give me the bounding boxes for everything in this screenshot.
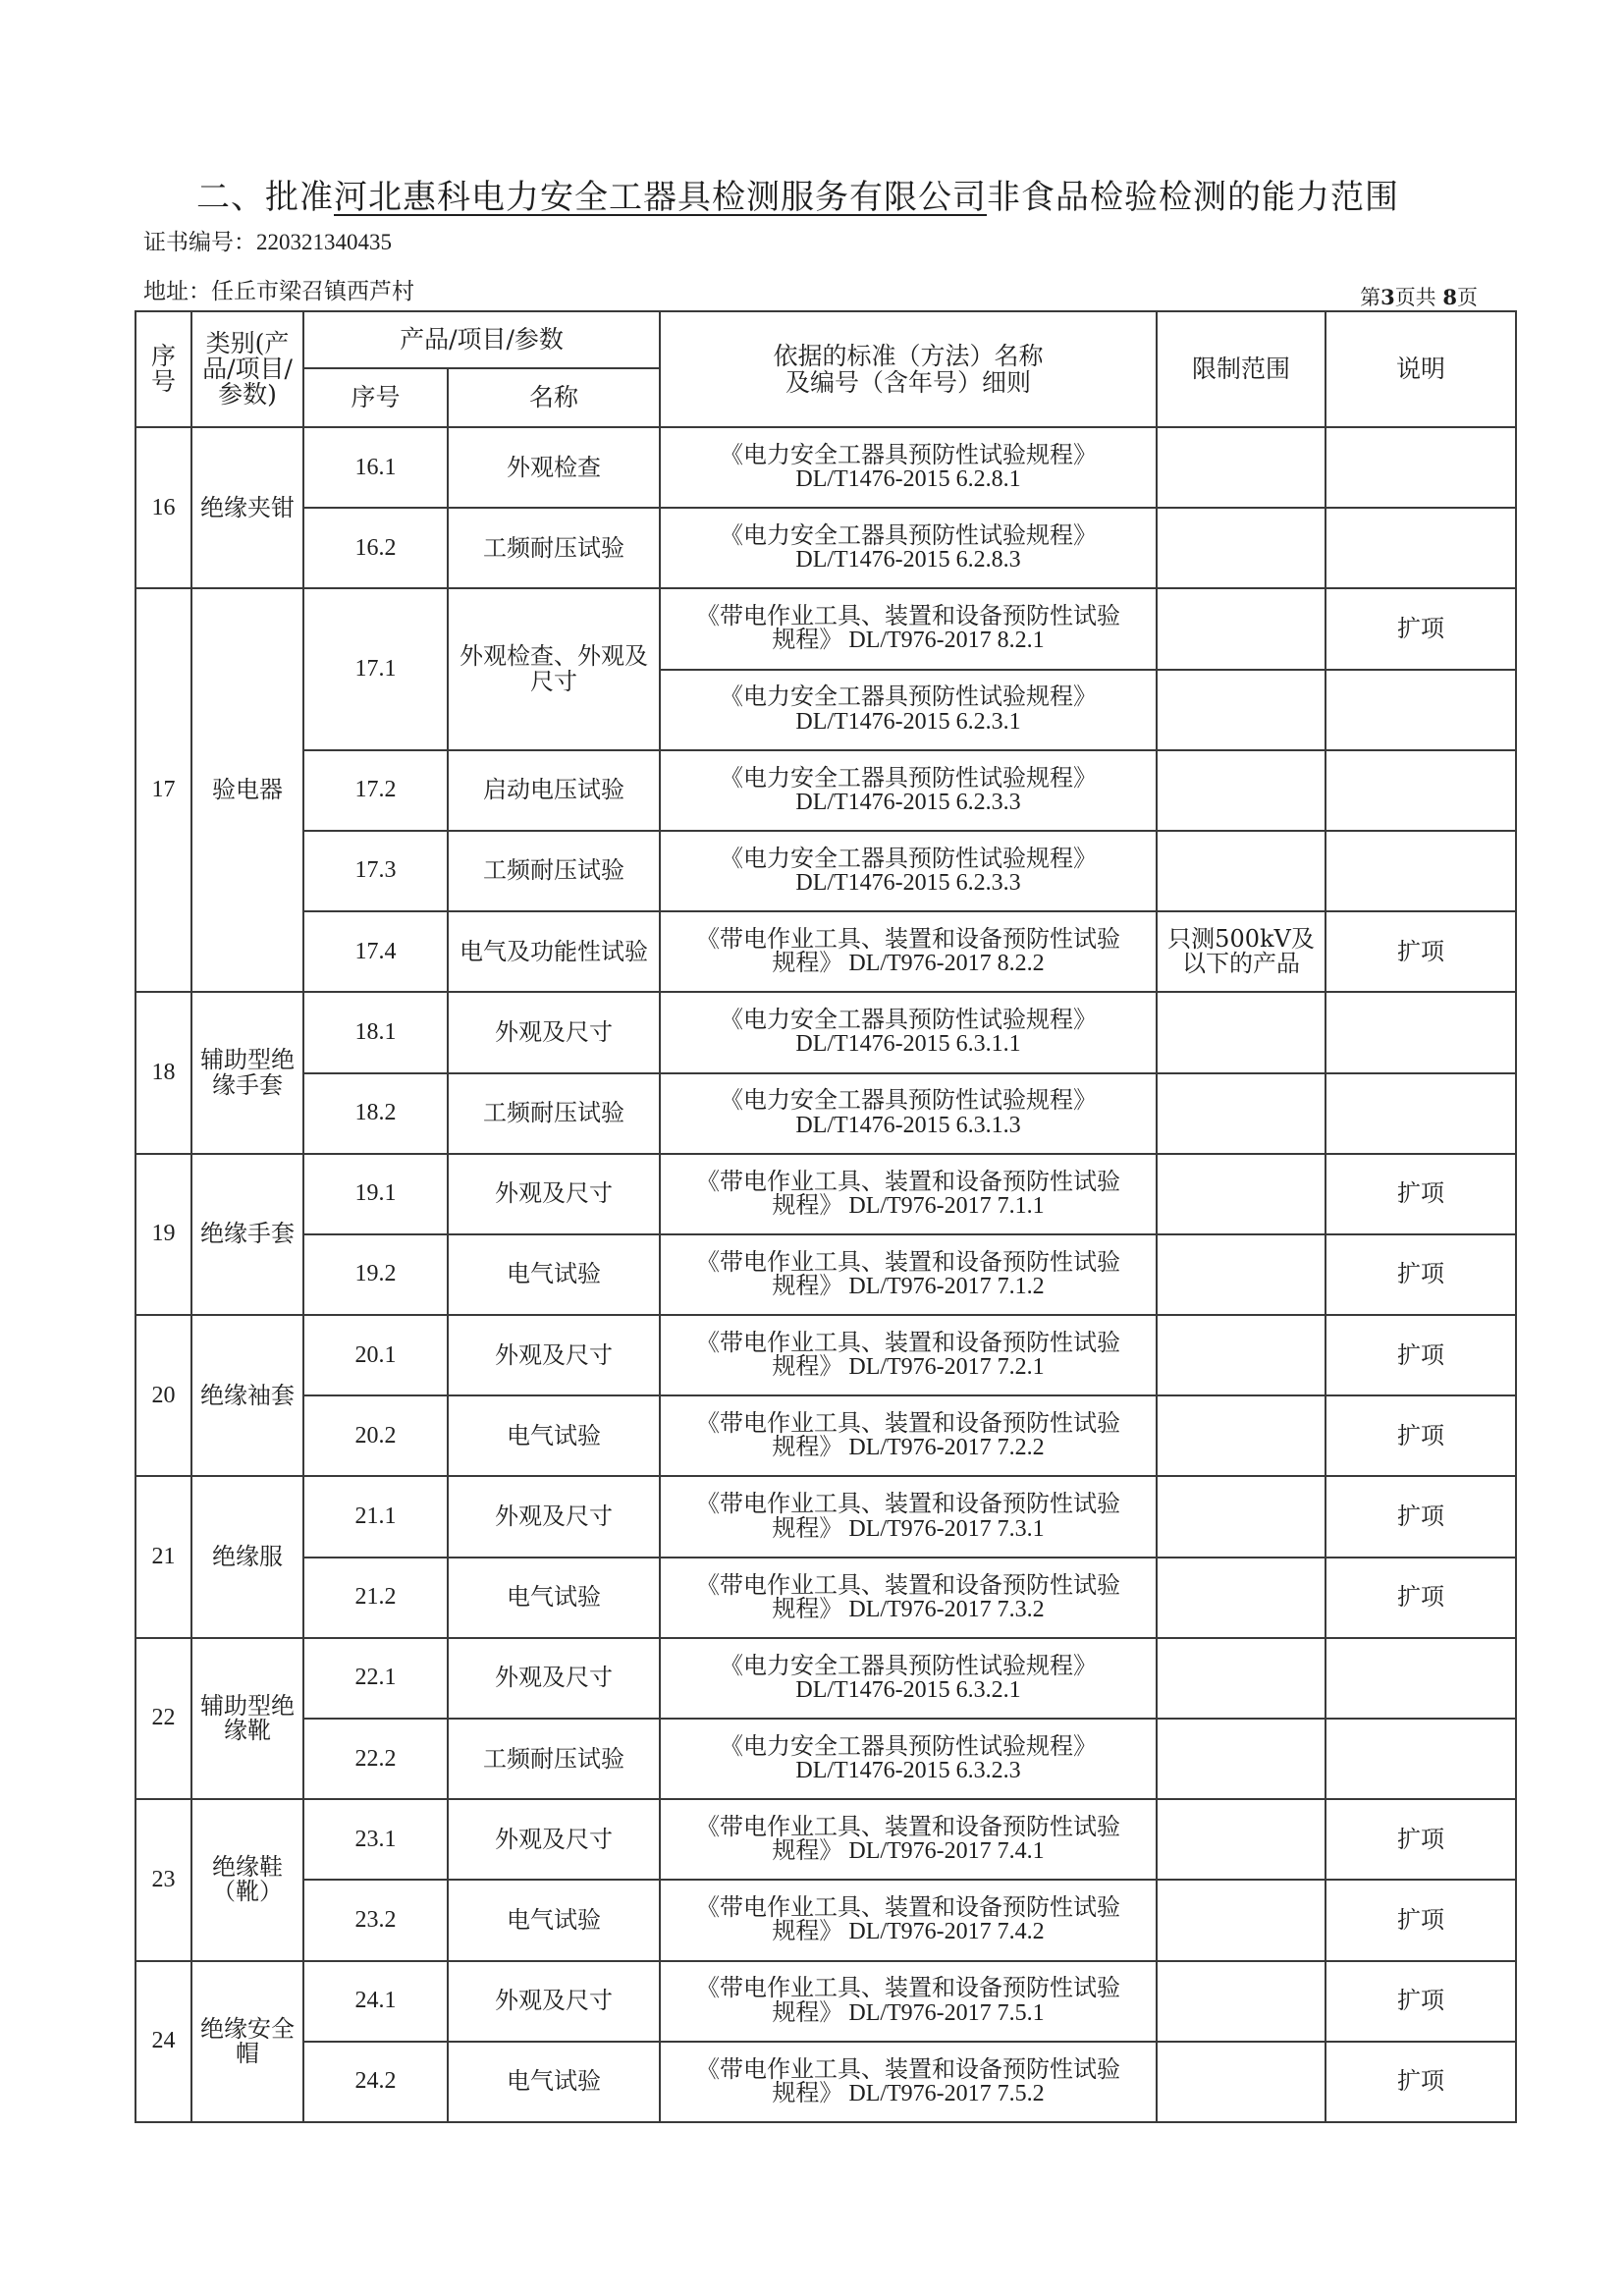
item-number: 23.2 — [303, 1880, 448, 1960]
standard-title: 《带电作业工具、装置和设备预防性试验 — [696, 1328, 1121, 1356]
scope-table-body — [135, 427, 1516, 2122]
standard-code: 规程》 DL/T976-2017 7.3.1 — [772, 1515, 1045, 1542]
item-number: 16.2 — [303, 508, 448, 588]
item-number: 18.2 — [303, 1073, 448, 1154]
standard-title: 《带电作业工具、装置和设备预防性试验 — [696, 2054, 1121, 2083]
limit-range — [1157, 1395, 1325, 1476]
limit-range — [1157, 1880, 1325, 1960]
table-row — [135, 750, 1516, 831]
limit-range — [1157, 1234, 1325, 1315]
category-number: 16 — [135, 427, 191, 588]
limit-range — [1157, 1315, 1325, 1395]
category-number: 17 — [135, 588, 191, 992]
standard-reference — [660, 508, 1157, 588]
standard-title: 《带电作业工具、装置和设备预防性试验 — [696, 1409, 1121, 1438]
standard-reference — [660, 427, 1157, 508]
page-title — [196, 170, 1473, 218]
category-name: 验电器 — [191, 588, 303, 992]
table-row — [135, 1961, 1516, 2042]
table-row — [135, 2042, 1516, 2122]
limit-range — [1157, 1476, 1325, 1557]
standard-reference — [660, 1558, 1157, 1638]
standard-code: DL/T1476-2015 6.2.3.1 — [795, 708, 1021, 735]
limit-range — [1157, 1719, 1325, 1799]
note-cell: 扩项 — [1325, 588, 1516, 669]
standard-code: 规程》 DL/T976-2017 7.4.2 — [772, 1919, 1045, 1945]
col-seq: 序号 — [135, 311, 191, 427]
item-name: 启动电压试验 — [448, 750, 660, 831]
table-row — [135, 1073, 1516, 1154]
item-name: 外观及尺寸 — [448, 992, 660, 1072]
standard-title: 《带电作业工具、装置和设备预防性试验 — [696, 1570, 1121, 1599]
addr-label: 地址： — [143, 279, 211, 304]
col-limit: 限制范围 — [1157, 311, 1325, 427]
category-name: 辅助型绝缘手套 — [191, 992, 303, 1153]
standard-code: 规程》 DL/T976-2017 7.1.2 — [772, 1273, 1045, 1299]
item-number: 17.4 — [303, 911, 448, 992]
title-prefix: 二、批准 — [196, 178, 334, 217]
item-name: 外观检查 — [448, 427, 660, 508]
standard-reference — [660, 1154, 1157, 1234]
standard-reference — [660, 831, 1157, 911]
table-row — [135, 1719, 1516, 1799]
table-row — [135, 1476, 1516, 1557]
category-number: 24 — [135, 1961, 191, 2122]
company-name: 河北惠科电力安全工器具检测服务有限公司 — [334, 178, 987, 217]
category-number: 18 — [135, 992, 191, 1153]
item-name: 外观及尺寸 — [448, 1476, 660, 1557]
item-number: 19.1 — [303, 1154, 448, 1234]
limit-range — [1157, 831, 1325, 911]
table-row — [135, 1880, 1516, 1960]
standard-reference — [660, 1880, 1157, 1960]
note-cell: 扩项 — [1325, 1558, 1516, 1638]
note-cell — [1325, 670, 1516, 750]
standard-title: 《带电作业工具、装置和设备预防性试验 — [696, 925, 1121, 954]
standard-code: 规程》 DL/T976-2017 7.2.2 — [772, 1435, 1045, 1461]
standard-reference — [660, 588, 1157, 669]
limit-range — [1157, 992, 1325, 1072]
limit-range — [1157, 1961, 1325, 2042]
standard-code: DL/T1476-2015 6.3.2.3 — [795, 1758, 1021, 1784]
item-number: 18.1 — [303, 992, 448, 1072]
item-number: 19.2 — [303, 1234, 448, 1315]
note-cell — [1325, 508, 1516, 588]
limit-range — [1157, 588, 1325, 669]
standard-title: 《带电作业工具、装置和设备预防性试验 — [696, 1167, 1121, 1195]
category-number: 22 — [135, 1638, 191, 1799]
table-row — [135, 1154, 1516, 1234]
item-number: 24.1 — [303, 1961, 448, 2042]
note-cell — [1325, 1638, 1516, 1719]
item-number: 22.2 — [303, 1719, 448, 1799]
item-name: 外观及尺寸 — [448, 1799, 660, 1880]
item-name: 外观及尺寸 — [448, 1154, 660, 1234]
note-cell — [1325, 1719, 1516, 1799]
standard-title: 《电力安全工器具预防性试验规程》 — [720, 683, 1098, 711]
cert-label: 证书编号： — [143, 230, 256, 255]
item-number: 21.2 — [303, 1558, 448, 1638]
scope-table — [135, 310, 1517, 2123]
item-name: 外观及尺寸 — [448, 1315, 660, 1395]
col-product-group: 产品/项目/参数 — [303, 311, 660, 368]
item-name: 电气试验 — [448, 1234, 660, 1315]
table-row — [135, 911, 1516, 992]
item-name: 电气试验 — [448, 2042, 660, 2122]
standard-title: 《带电作业工具、装置和设备预防性试验 — [696, 1490, 1121, 1518]
standard-reference — [660, 1476, 1157, 1557]
standard-code: DL/T1476-2015 6.3.1.3 — [795, 1112, 1021, 1138]
limit-range: 只测500kV及以下的产品 — [1157, 911, 1325, 992]
item-name: 外观及尺寸 — [448, 1638, 660, 1719]
standard-title: 《电力安全工器具预防性试验规程》 — [720, 1006, 1098, 1034]
standard-reference — [660, 1961, 1157, 2042]
note-cell: 扩项 — [1325, 1234, 1516, 1315]
certificate-number — [143, 224, 392, 256]
table-row — [135, 588, 1516, 669]
standard-reference — [660, 1395, 1157, 1476]
category-number: 23 — [135, 1799, 191, 1960]
limit-range — [1157, 508, 1325, 588]
page-text-a: 第 — [1360, 286, 1381, 309]
standard-code: 规程》 DL/T976-2017 8.2.1 — [772, 628, 1045, 654]
standard-title: 《电力安全工器具预防性试验规程》 — [720, 763, 1098, 792]
table-row — [135, 1558, 1516, 1638]
item-name: 工频耐压试验 — [448, 508, 660, 588]
standard-title: 《带电作业工具、装置和设备预防性试验 — [696, 602, 1121, 630]
category-name: 绝缘手套 — [191, 1154, 303, 1315]
table-row — [135, 992, 1516, 1072]
standard-code: 规程》 DL/T976-2017 8.2.2 — [772, 951, 1045, 977]
limit-range — [1157, 427, 1325, 508]
col-category — [191, 311, 303, 427]
standard-code: DL/T1476-2015 6.2.8.3 — [795, 547, 1021, 574]
standard-code: 规程》 DL/T976-2017 7.4.1 — [772, 1838, 1045, 1865]
col-item-name: 名称 — [448, 368, 660, 427]
note-cell — [1325, 992, 1516, 1072]
standard-code: DL/T1476-2015 6.3.2.1 — [795, 1676, 1021, 1703]
note-cell: 扩项 — [1325, 1395, 1516, 1476]
category-name: 辅助型绝缘靴 — [191, 1638, 303, 1799]
cert-value: 220321340435 — [256, 230, 392, 254]
standard-reference — [660, 1638, 1157, 1719]
standard-title: 《带电作业工具、装置和设备预防性试验 — [696, 1893, 1121, 1922]
note-cell — [1325, 427, 1516, 508]
col-note: 说明 — [1325, 311, 1516, 427]
standard-reference — [660, 2042, 1157, 2122]
note-cell — [1325, 1073, 1516, 1154]
table-row — [135, 1234, 1516, 1315]
item-number: 24.2 — [303, 2042, 448, 2122]
col-category-label: 类别(产品/项目/参数) — [202, 328, 293, 410]
standard-code: 规程》 DL/T976-2017 7.5.2 — [772, 2080, 1045, 2106]
standard-code: DL/T1476-2015 6.2.8.1 — [795, 466, 1021, 493]
standard-title: 《带电作业工具、装置和设备预防性试验 — [696, 1974, 1121, 2002]
standard-code: DL/T1476-2015 6.3.1.1 — [795, 1031, 1021, 1058]
item-name: 电气试验 — [448, 1880, 660, 1960]
standard-reference — [660, 750, 1157, 831]
item-number: 20.2 — [303, 1395, 448, 1476]
item-name: 电气试验 — [448, 1558, 660, 1638]
note-cell: 扩项 — [1325, 1880, 1516, 1960]
note-cell: 扩项 — [1325, 1961, 1516, 2042]
standard-reference — [660, 1719, 1157, 1799]
note-cell — [1325, 750, 1516, 831]
category-name: 绝缘安全帽 — [191, 1961, 303, 2122]
note-cell: 扩项 — [1325, 1476, 1516, 1557]
standard-reference — [660, 992, 1157, 1072]
standard-title: 《电力安全工器具预防性试验规程》 — [720, 440, 1098, 468]
note-cell: 扩项 — [1325, 911, 1516, 992]
standard-title: 《电力安全工器具预防性试验规程》 — [720, 1731, 1098, 1760]
standard-code: 规程》 DL/T976-2017 7.1.1 — [772, 1192, 1045, 1219]
item-number: 20.1 — [303, 1315, 448, 1395]
page-number: 3 — [1380, 285, 1395, 309]
table-row — [135, 1799, 1516, 1880]
limit-range — [1157, 1799, 1325, 1880]
item-name: 工频耐压试验 — [448, 1073, 660, 1154]
item-number: 21.1 — [303, 1476, 448, 1557]
title-suffix: 非食品检验检测的能力范围 — [987, 178, 1399, 217]
category-number: 19 — [135, 1154, 191, 1315]
page-text-b: 页共 — [1394, 286, 1443, 309]
item-name: 电气及功能性试验 — [448, 911, 660, 992]
standard-title: 《带电作业工具、装置和设备预防性试验 — [696, 1247, 1121, 1276]
table-row — [135, 1315, 1516, 1395]
limit-range — [1157, 1154, 1325, 1234]
standard-title: 《带电作业工具、装置和设备预防性试验 — [696, 1813, 1121, 1841]
limit-range — [1157, 1558, 1325, 1638]
table-row — [135, 1638, 1516, 1719]
col-standard: 依据的标准（方法）名称 及编号（含年号）细则 — [660, 311, 1157, 427]
table-row — [135, 831, 1516, 911]
item-number: 16.1 — [303, 427, 448, 508]
standard-title: 《电力安全工器具预防性试验规程》 — [720, 1651, 1098, 1679]
page-total: 8 — [1442, 285, 1457, 309]
standard-code: 规程》 DL/T976-2017 7.3.2 — [772, 1596, 1045, 1622]
note-cell — [1325, 831, 1516, 911]
item-name: 工频耐压试验 — [448, 1719, 660, 1799]
address — [143, 273, 414, 305]
table-row — [135, 1395, 1516, 1476]
item-number: 17.2 — [303, 750, 448, 831]
category-name: 绝缘服 — [191, 1476, 303, 1637]
note-cell: 扩项 — [1325, 1154, 1516, 1234]
addr-value: 任丘市梁召镇西芦村 — [211, 279, 414, 304]
item-number: 22.1 — [303, 1638, 448, 1719]
item-number: 17.3 — [303, 831, 448, 911]
item-number: 23.1 — [303, 1799, 448, 1880]
standard-reference — [660, 1234, 1157, 1315]
category-name: 绝缘袖套 — [191, 1315, 303, 1476]
limit-range — [1157, 1073, 1325, 1154]
item-name: 外观检查、外观及尺寸 — [448, 588, 660, 749]
page-indicator — [1360, 282, 1478, 311]
item-name: 外观及尺寸 — [448, 1961, 660, 2042]
item-name: 工频耐压试验 — [448, 831, 660, 911]
standard-code: DL/T1476-2015 6.2.3.3 — [795, 870, 1021, 897]
note-cell: 扩项 — [1325, 1315, 1516, 1395]
standard-code: 规程》 DL/T976-2017 7.2.1 — [772, 1354, 1045, 1381]
limit-range — [1157, 2042, 1325, 2122]
standard-title: 《电力安全工器具预防性试验规程》 — [720, 521, 1098, 550]
limit-range — [1157, 750, 1325, 831]
note-cell: 扩项 — [1325, 1799, 1516, 1880]
standard-reference — [660, 911, 1157, 992]
limit-range — [1157, 1638, 1325, 1719]
standard-reference — [660, 670, 1157, 750]
table-row — [135, 427, 1516, 508]
standard-reference — [660, 1315, 1157, 1395]
standard-title: 《电力安全工器具预防性试验规程》 — [720, 844, 1098, 872]
note-cell: 扩项 — [1325, 2042, 1516, 2122]
category-number: 20 — [135, 1315, 191, 1476]
item-name: 电气试验 — [448, 1395, 660, 1476]
page-text-c: 页 — [1457, 286, 1478, 309]
standard-reference — [660, 1073, 1157, 1154]
limit-range — [1157, 670, 1325, 750]
category-number: 21 — [135, 1476, 191, 1637]
standard-reference — [660, 1799, 1157, 1880]
standard-title: 《电力安全工器具预防性试验规程》 — [720, 1086, 1098, 1115]
category-name: 绝缘夹钳 — [191, 427, 303, 588]
standard-code: 规程》 DL/T976-2017 7.5.1 — [772, 1999, 1045, 2026]
table-row — [135, 508, 1516, 588]
col-item-no: 序号 — [303, 368, 448, 427]
category-name: 绝缘鞋（靴） — [191, 1799, 303, 1960]
item-number: 17.1 — [303, 588, 448, 749]
standard-code: DL/T1476-2015 6.2.3.3 — [795, 789, 1021, 815]
